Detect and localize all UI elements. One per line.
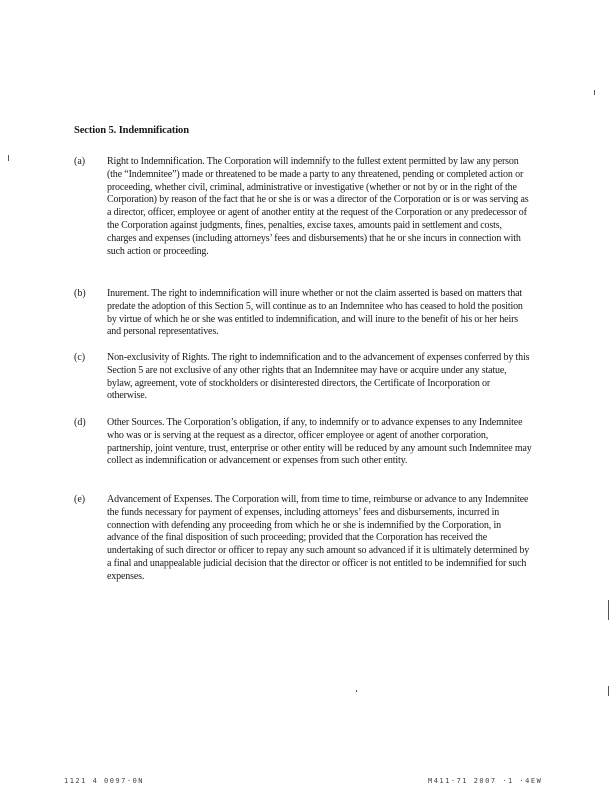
paragraph-text: Right to Indemnification. The Corporation will indemnify to the fullest extent permitted by law any person (the “Indemnitee”) made or threatened to be made a party to any threatened, pending or completed action or proceeding, whether civil, criminal, administrative or investigative (whether or not by or in the right of the Corporation) by reason of the fact that he or she is or was a director of the Corporation or is or was serving as a director, officer, employee or agent of another entity at the request of the Corporation or any predecessor of the Corporation against judgments, fines, penalties, excise taxes, amounts paid in settlement and costs, charges and expenses (including attorneys’ fees and disbursements) that he or she incurs in connection with such action or proceeding. [107, 156, 529, 257]
section-heading: Section 5. Indemnification [74, 125, 189, 136]
footer-left-stamp: 1121 4 0097·0N [64, 777, 145, 785]
paragraph-text: Advancement of Expenses. The Corporation will, from time to time, reimburse or advance to any Indemnitee the funds necessary for payment of expenses, including attorneys’ fees and disbursements, incurred in connection with defending any proceeding from which he or she is indemnified by the Corporation, in advance of the final disposition of such proceeding; provided that the Corporation has received the undertaking of such director or officer to repay any such amount so advanced if it is ultimately determined by a final and unappealable judicial decision that the director or officer is not entitled to be indemnified for such expenses. [107, 494, 530, 582]
scan-mark [608, 686, 609, 696]
scan-mark [594, 90, 595, 95]
paragraph-number: (b) [74, 288, 86, 299]
paragraph-number: (a) [74, 156, 86, 167]
paragraph-number: (d) [74, 417, 86, 428]
paragraph-e [74, 494, 534, 584]
paragraph-text: Non-exclusivity of Rights. The right to indemnification and to the advancement of expenses conferred by this Section 5 are not exclusive of any other rights that an Indemnitee may have or acquire under any statue, bylaw, agreement, vote of stockholders or disinterested directors, the Certificate of Incorporation or otherwise. [107, 352, 530, 402]
paragraph-d [74, 417, 534, 468]
footer-right-stamp: M411·71 2007 ·1 ·4EW [428, 777, 543, 785]
scan-mark [356, 690, 357, 692]
paragraph-text: Inurement. The right to indemnification will inure whether or not the claim asserted is based on matters that predate the adoption of this Section 5, will continue as to an Indemnitee who has ceased to hold the position by virtue of which he or she was entitled to indemnification, and will inure to the benefit of his or her heirs and personal representatives. [107, 288, 523, 338]
paragraph-number: (c) [74, 352, 86, 363]
scan-mark [608, 600, 609, 620]
paragraph-a [74, 156, 534, 258]
paragraph-number: (e) [74, 494, 86, 505]
scan-mark [8, 155, 9, 161]
paragraph-text: Other Sources. The Corporation’s obligation, if any, to indemnify or to advance expenses to any Indemnitee who was or is serving at the request as a director, officer employee or agent of another corporation, partnership, joint venture, trust, enterprise or other entity will be reduced by any amount such Indemnitee may collect as indemnification or advancement or expenses from such other entity. [107, 417, 532, 467]
paragraph-c [74, 352, 534, 403]
paragraph-b [74, 288, 534, 339]
